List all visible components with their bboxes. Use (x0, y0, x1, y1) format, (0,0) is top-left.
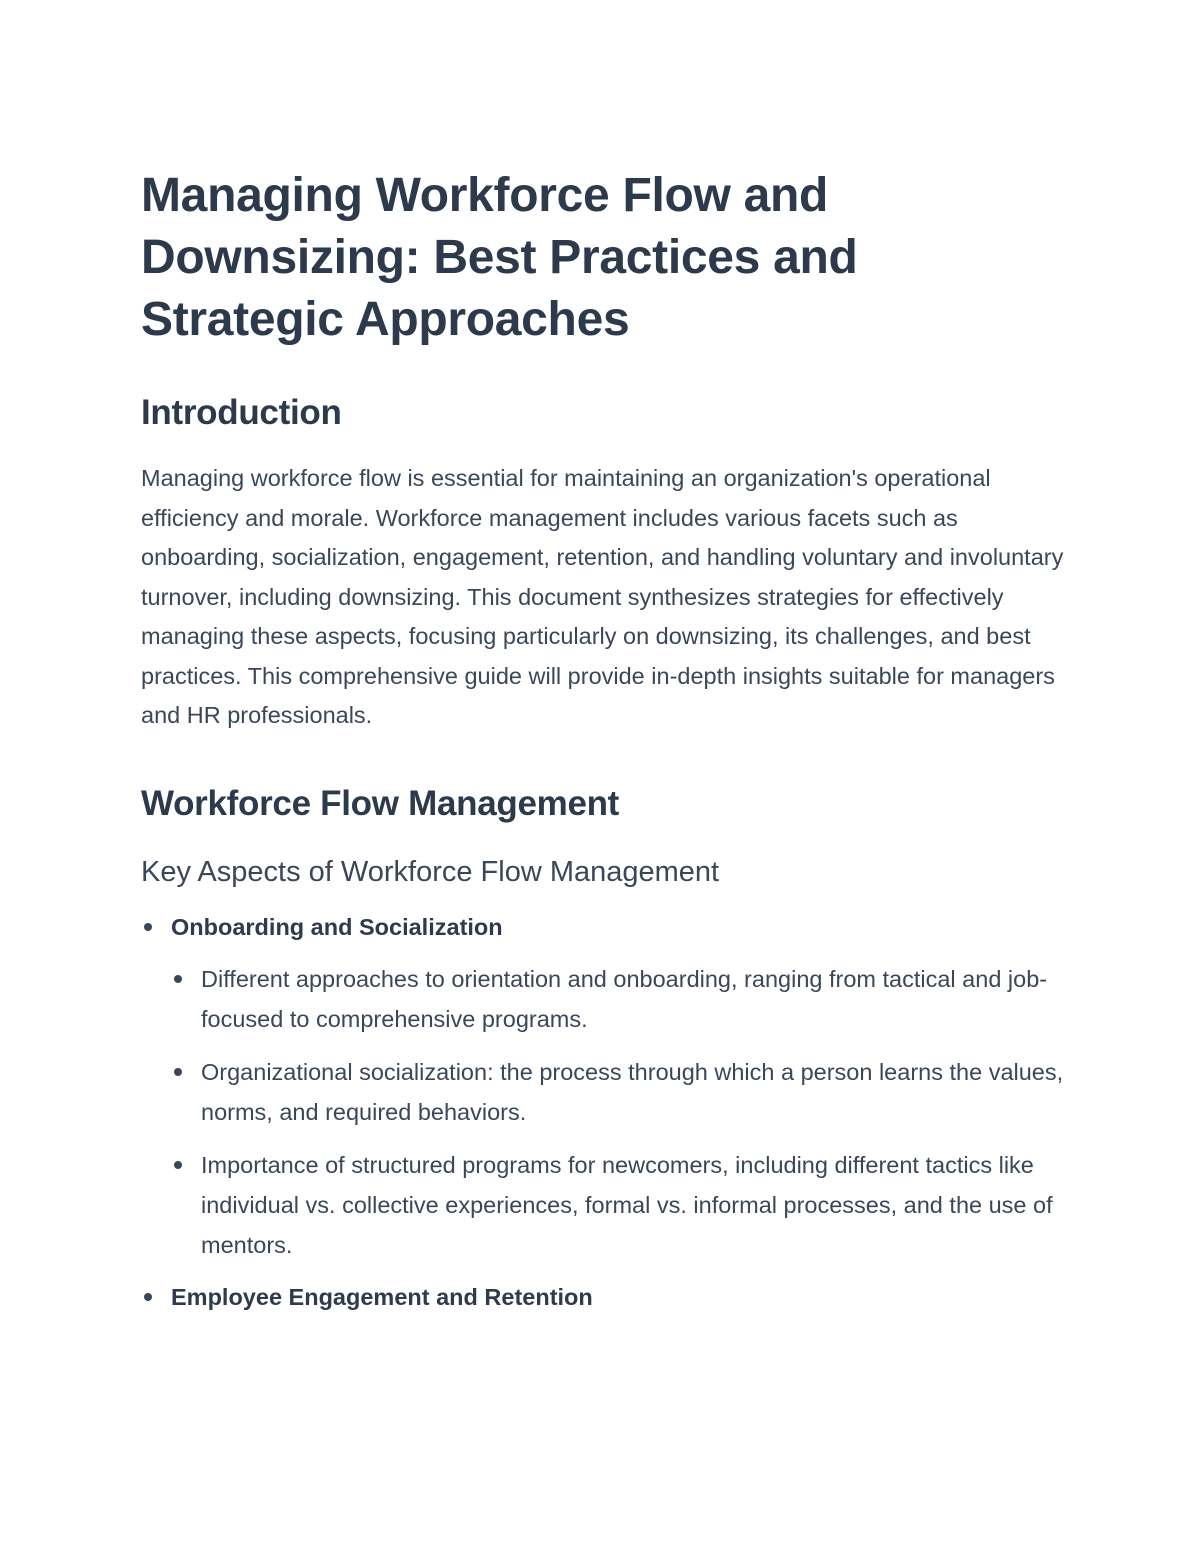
key-aspects-subheading: Key Aspects of Workforce Flow Management (141, 855, 720, 888)
document-title: Managing Workforce Flow and Downsizing: Best Practices and Strategic Approaches (141, 169, 858, 346)
sub-list-item (171, 959, 1071, 1039)
sub-list-item (171, 1052, 1071, 1132)
onboarding-sublist (171, 959, 1071, 1265)
sub-list-item-text: Organizational socialization: the process through which a person learns the values, norms, and required behaviors. (201, 1058, 1064, 1125)
list-item-label: Employee Engagement and Retention (171, 1283, 593, 1310)
introduction-heading: Introduction (141, 393, 342, 432)
introduction-paragraph: Managing workforce flow is essential for maintaining an organization's operational efficiency and morale. Workforce management includes various facets such as onboarding, socialization, engagement, retention, and handling voluntary and involuntary turnover, including downsizing. This document synthesizes strategies for effectively managing these aspects, focusing particularly on downsizing, its challenges, and best practices. This comprehensive guide will provide in-depth insights suitable for managers and HR professionals. (141, 465, 1064, 728)
list-item (141, 908, 1071, 1265)
key-aspects-list (141, 908, 1071, 1317)
bullet-icon (144, 1293, 152, 1301)
sub-list-item-text: Different approaches to orientation and onboarding, ranging from tactical and job-focused to comprehensive programs. (201, 965, 1048, 1032)
workforce-flow-heading: Workforce Flow Management (141, 783, 620, 823)
bullet-icon (174, 975, 182, 983)
bullet-icon (174, 1161, 182, 1169)
list-item (141, 1278, 1071, 1317)
sub-list-item (171, 1145, 1071, 1265)
document-page (141, 165, 1071, 1317)
bullet-icon (144, 923, 152, 931)
bullet-icon (174, 1068, 182, 1076)
sub-list-item-text: Importance of structured programs for newcomers, including different tactics like individual vs. collective experiences, formal vs. informal processes, and the use of mentors. (201, 1151, 1053, 1258)
list-item-label: Onboarding and Socialization (171, 913, 503, 940)
